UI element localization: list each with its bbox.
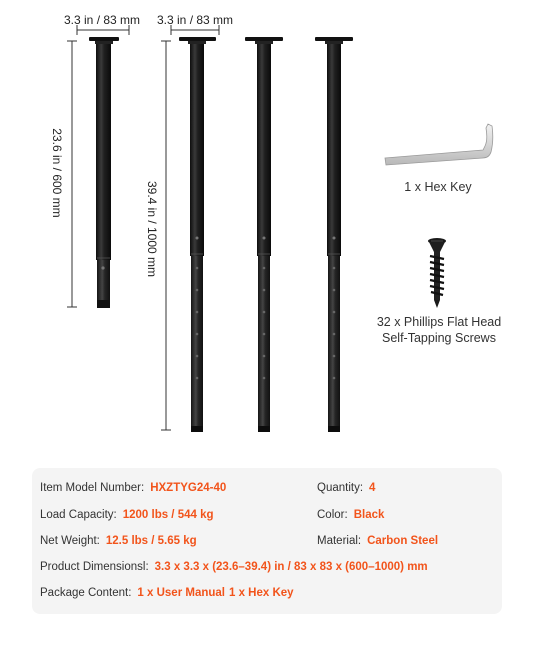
material-value: Carbon Steel	[367, 535, 439, 547]
screws-label-line1: 32 x Phillips Flat Head	[376, 315, 502, 329]
short-table-leg	[89, 37, 119, 308]
quantity-label: Quantity:	[317, 482, 364, 494]
spec-card	[32, 468, 502, 614]
color-row	[317, 509, 384, 521]
screws-label	[360, 314, 518, 346]
color-value: Black	[353, 509, 385, 521]
load-capacity-value: 1200 lbs / 544 kg	[122, 509, 214, 521]
screws-label-line2: Self-Tapping Screws	[382, 331, 496, 345]
quantity-value: 4	[369, 482, 376, 494]
net-weight-label: Net Weight:	[40, 535, 100, 547]
long-table-leg	[245, 37, 283, 432]
screw-icon	[428, 238, 446, 308]
package-content-row	[40, 587, 294, 599]
quantity-row	[317, 482, 375, 494]
material-row	[317, 535, 438, 547]
product-dimensions-label: Product Dimensionsl:	[40, 561, 149, 573]
product-dimensions-row	[40, 561, 428, 573]
package-content-label: Package Content:	[40, 587, 132, 599]
product-dimensions-value: 3.3 x 3.3 x (23.6–39.4) in / 83 x 83 x (600–1000) mm	[154, 561, 428, 573]
long-leg-height-label: 39.4 in / 1000 mm	[145, 180, 159, 278]
model-number-value: HXZTYG24-40	[150, 482, 227, 494]
load-capacity-row	[40, 509, 214, 521]
package-item-hex-key: 1 x Hex Key	[229, 587, 294, 599]
short-leg-height-label: 23.6 in / 600 mm	[50, 128, 64, 218]
short-leg-height-dimension	[67, 41, 77, 307]
long-table-leg	[179, 37, 216, 432]
material-label: Material:	[317, 535, 362, 547]
model-number-row	[40, 482, 226, 494]
hex-key-icon	[385, 124, 493, 165]
model-number-label: Item Model Number:	[40, 482, 145, 494]
hex-key-label: 1 x Hex Key	[404, 180, 472, 194]
long-leg-width-label: 3.3 in / 83 mm	[157, 13, 234, 27]
net-weight-value: 12.5 lbs / 5.65 kg	[105, 535, 197, 547]
short-leg-width-label: 3.3 in / 83 mm	[64, 13, 141, 27]
load-capacity-label: Load Capacity:	[40, 509, 117, 521]
color-label: Color:	[317, 509, 348, 521]
net-weight-row	[40, 535, 197, 547]
long-table-leg	[315, 37, 353, 432]
long-leg-height-dimension	[161, 41, 171, 430]
package-item-manual: 1 x User Manual	[137, 587, 225, 599]
